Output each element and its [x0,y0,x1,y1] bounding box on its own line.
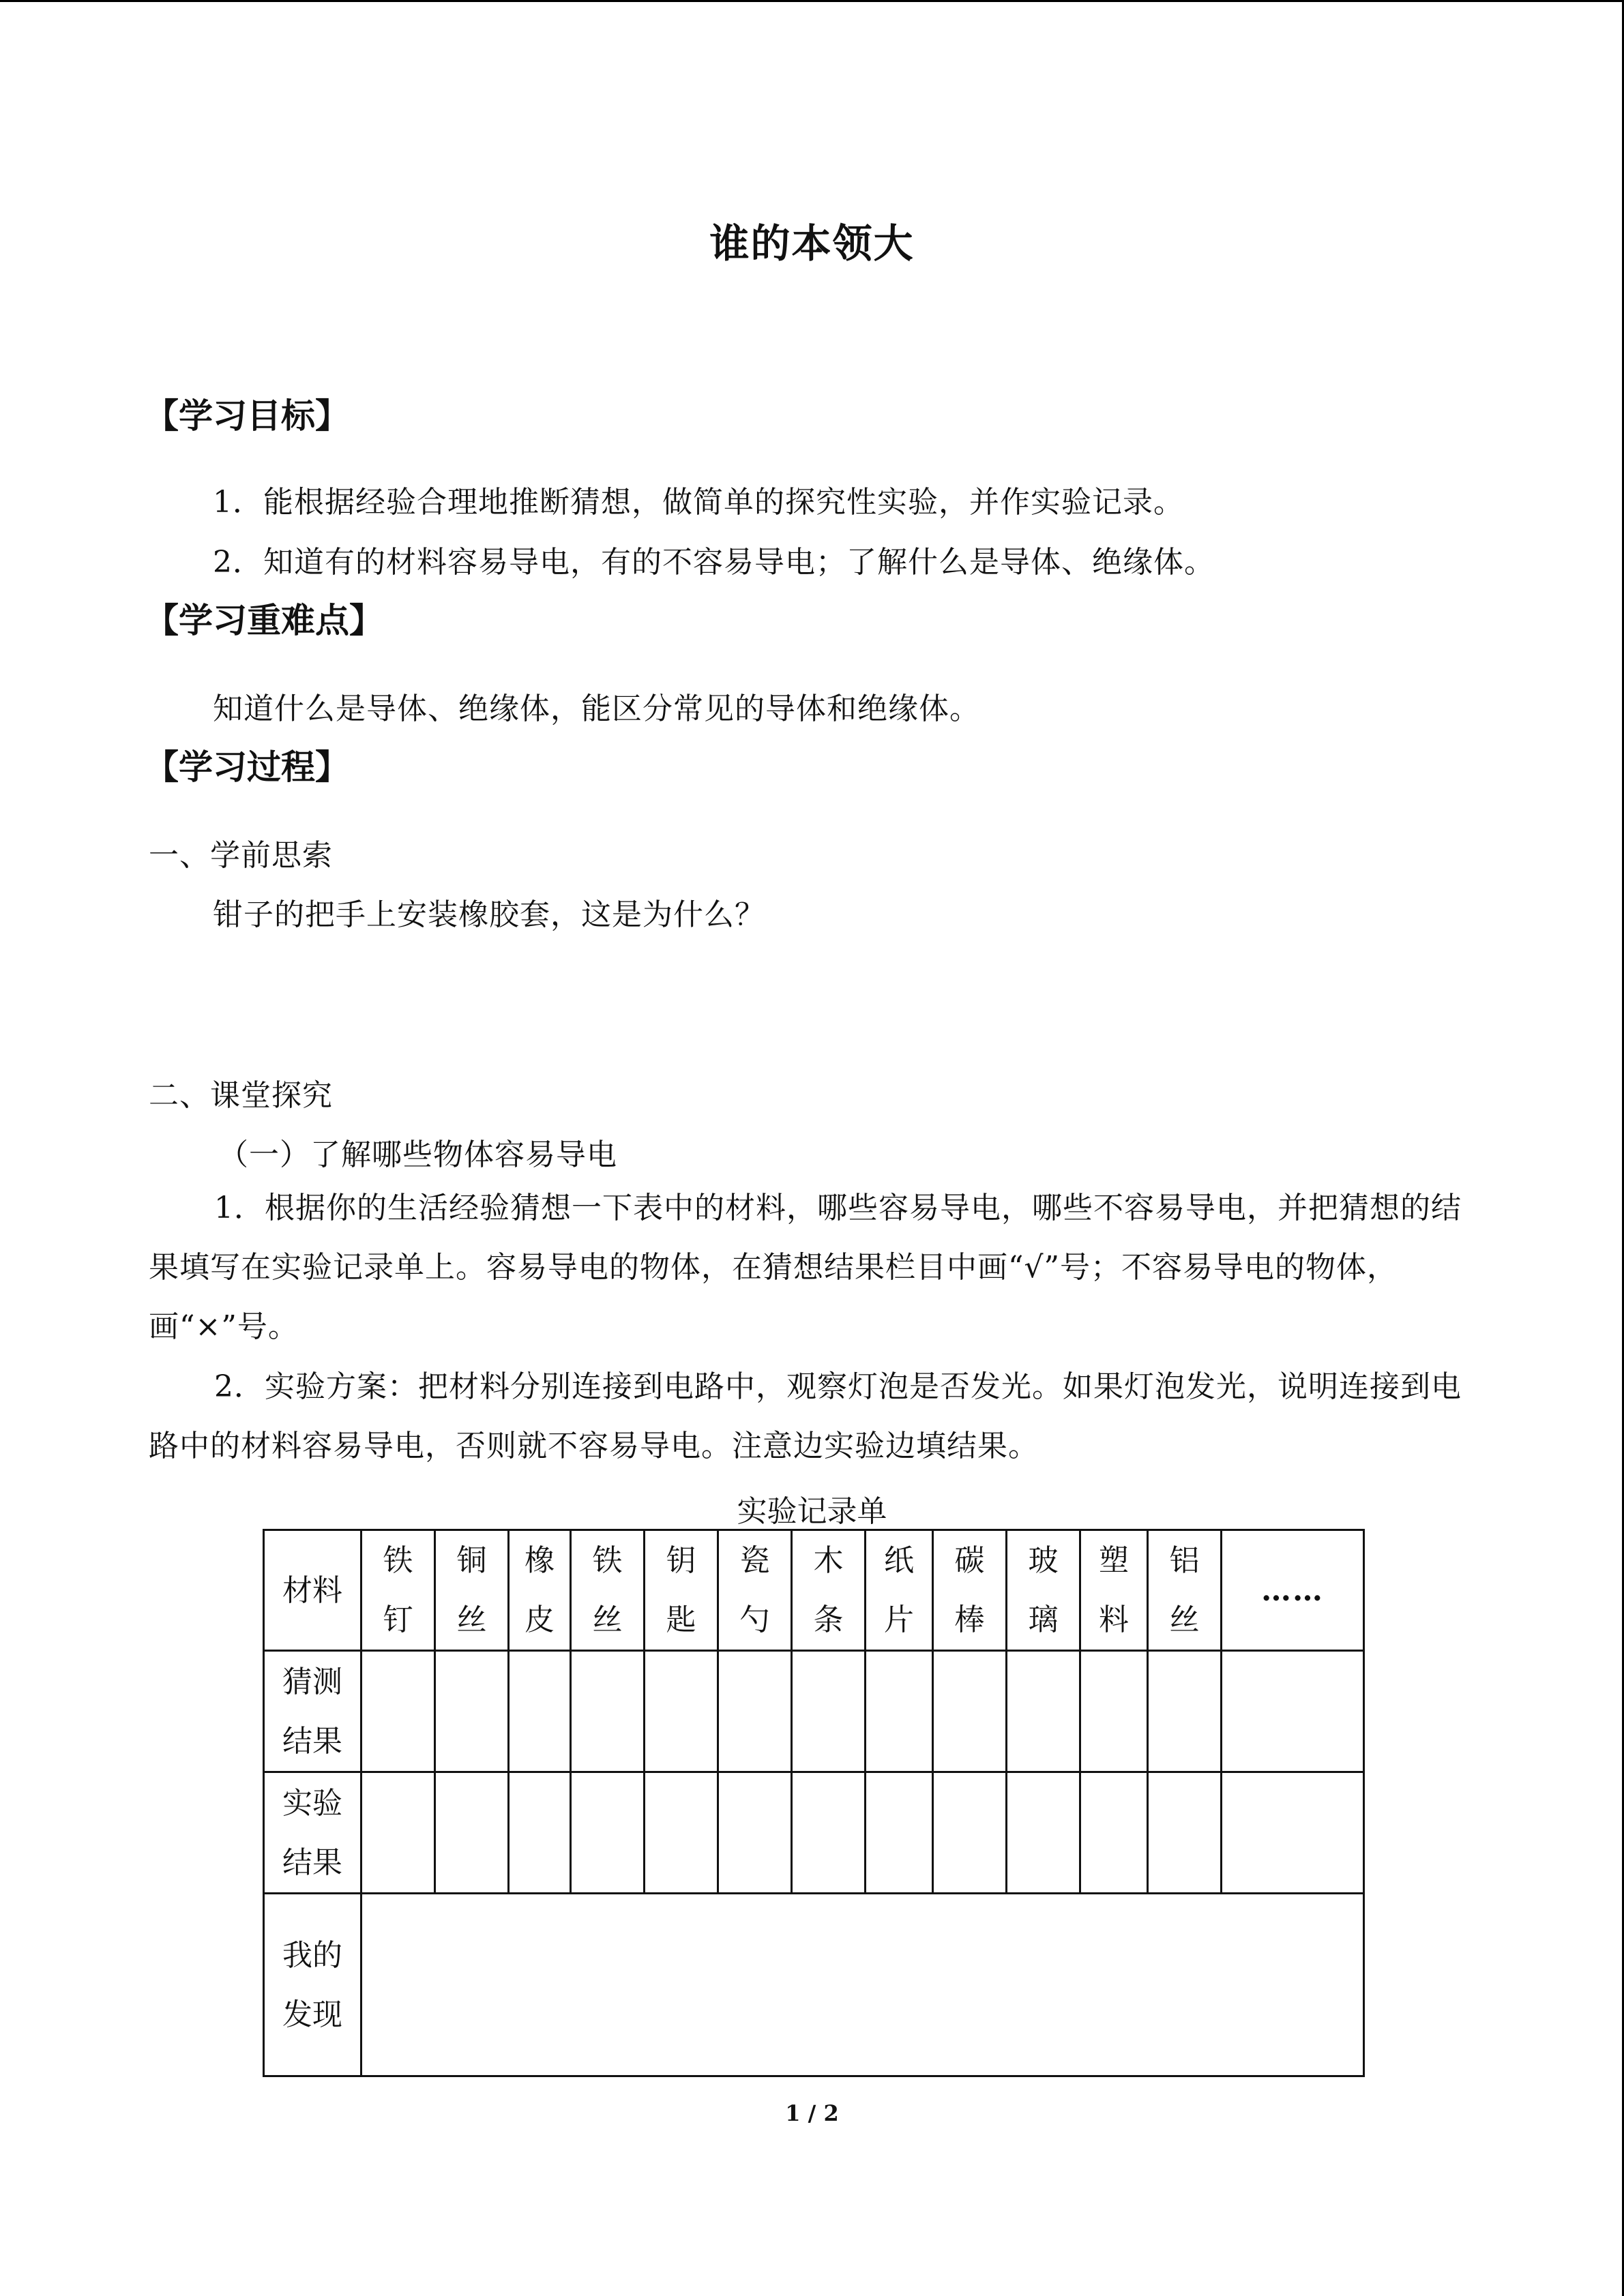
part1-question: 钳子的把手上安装橡胶套，这是为什么？ [213,897,765,932]
guess-cell[interactable] [645,1651,718,1772]
guess-cell[interactable] [361,1651,435,1772]
guess-cell[interactable] [1080,1651,1148,1772]
key-points-text: 知道什么是导体、绝缘体，能区分常见的导体和绝缘体。 [213,691,980,726]
guess-cell[interactable] [435,1651,509,1772]
material-cell: 瓷勺 [718,1530,792,1651]
result-cell[interactable] [1007,1772,1080,1894]
page-border-top [0,0,1624,2]
material-cell: 碳棒 [933,1530,1007,1651]
material-cell: 铁丝 [571,1530,645,1651]
guess-cell[interactable] [792,1651,866,1772]
guess-cell[interactable] [571,1651,645,1772]
row-label-finding: 我的发现 [264,1894,361,2076]
material-more-cell: …… [1222,1530,1364,1651]
result-cell[interactable] [361,1772,435,1894]
result-cell[interactable] [435,1772,509,1894]
material-cell: 塑料 [1080,1530,1148,1651]
material-cell: 钥匙 [645,1530,718,1651]
material-cell: 铁钉 [361,1530,435,1651]
page-title: 谁的本领大 [709,220,915,267]
key-points-heading: 【学习重难点】 [145,601,383,640]
guess-cell[interactable] [1222,1651,1364,1772]
table-row-material [264,1530,1364,1651]
result-cell[interactable] [933,1772,1007,1894]
result-cell[interactable] [645,1772,718,1894]
row-label-guess: 猜测结果 [264,1651,361,1772]
instruction-paragraph-1: 1．根据你的生活经验猜想一下表中的材料，哪些容易导电，哪些不容易导电，并把猜想的结果填写在实验记录单上。容易导电的物体，在猜想结果栏目中画“√”号；不容易导电的物体，画“×”号。 [149,1191,1462,1344]
result-cell[interactable] [571,1772,645,1894]
experiment-record-table [263,1529,1365,2077]
goal-item-1: 1．能根据经验合理地推断猜想，做简单的探究性实验，并作实验记录。 [213,485,1184,520]
guess-cell[interactable] [866,1651,933,1772]
result-cell[interactable] [866,1772,933,1894]
material-cell: 纸片 [866,1530,933,1651]
guess-cell[interactable] [1007,1651,1080,1772]
material-cell: 铜丝 [435,1530,509,1651]
finding-cell[interactable] [361,1894,1364,2076]
goal-item-2: 2．知道有的材料容易导电，有的不容易导电；了解什么是导体、绝缘体。 [213,545,1215,580]
part2-heading: 二、课堂探究 [149,1078,333,1113]
material-cell: 木条 [792,1530,866,1651]
result-cell[interactable] [1148,1772,1222,1894]
part1-heading: 一、学前思索 [149,838,333,873]
instruction-paragraph-2: 2．实验方案：把材料分别连接到电路中，观察灯泡是否发光。如果灯泡发光，说明连接到电路中的材料容易导电，否则就不容易导电。注意边实验边填结果。 [149,1369,1462,1463]
row-label-material: 材料 [264,1530,361,1651]
part2-subheading: （一）了解哪些物体容易导电 [218,1137,617,1172]
page-number: 1 / 2 [785,2100,839,2126]
result-cell[interactable] [1222,1772,1364,1894]
table-row-result [264,1772,1364,1894]
material-cell: 橡皮 [509,1530,571,1651]
guess-cell[interactable] [509,1651,571,1772]
process-heading: 【学习过程】 [145,747,349,787]
material-cell: 玻璃 [1007,1530,1080,1651]
result-cell[interactable] [792,1772,866,1894]
table-row-finding [264,1894,1364,2076]
result-cell[interactable] [718,1772,792,1894]
row-label-result: 实验结果 [264,1772,361,1894]
goals-heading: 【学习目标】 [145,396,349,436]
table-caption: 实验记录单 [737,1494,887,1529]
guess-cell[interactable] [1148,1651,1222,1772]
result-cell[interactable] [509,1772,571,1894]
guess-cell[interactable] [933,1651,1007,1772]
table-row-guess [264,1651,1364,1772]
material-cell: 铝丝 [1148,1530,1222,1651]
guess-cell[interactable] [718,1651,792,1772]
result-cell[interactable] [1080,1772,1148,1894]
